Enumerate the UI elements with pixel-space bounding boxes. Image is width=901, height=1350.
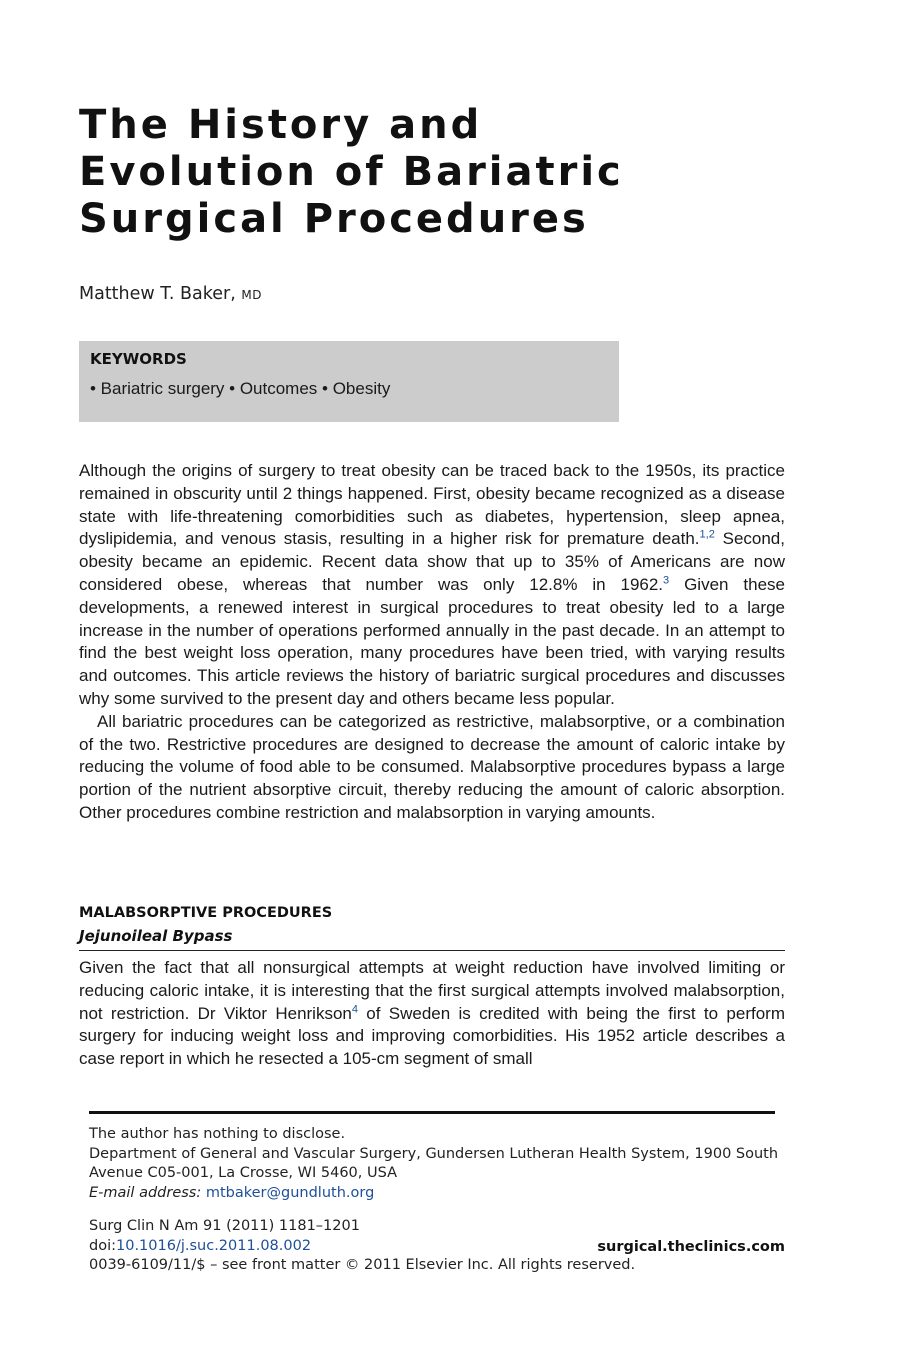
section-rule [79,950,785,951]
author-degree: MD [241,288,262,302]
intro-paragraph-2: All bariatric procedures can be categorized as restrictive, malabsorptive, or a combination of the two. Restrictive procedures are designed to decrease the amount of caloric intake by reducing the volume of food able to be consumed. Malabsorptive procedures bypass a large portion of the nutrient absorptive circuit, thereby reducing the amount of caloric absorption. Other procedures combine restriction and malabsorption in varying amounts. [79,711,785,822]
doi-label: doi: [89,1237,116,1254]
footnote-rule [89,1111,775,1114]
section-text [79,957,785,1071]
reference-link[interactable]: 1,2 [699,528,715,541]
title-line: The History and [79,102,483,148]
intro-text [79,460,785,825]
reference-link[interactable]: 4 [351,1002,358,1015]
journal-website[interactable]: surgical.theclinics.com [597,1239,785,1255]
copyright: 0039-6109/11/$ – see front matter © 2011 Elsevier Inc. All rights reserved. [89,1257,636,1273]
author-line [79,284,262,304]
author-name: Matthew T. Baker, [79,284,236,304]
keywords-box [79,341,619,422]
article-title [79,102,719,243]
doi-link[interactable]: 10.1016/j.suc.2011.08.002 [116,1237,312,1254]
text-run: Given these developments, a renewed interest in surgical procedures to treat obesity led to a large increase in the number of operations performed annually in the past decade. In an attempt to find the best weight loss operation, many procedures have been tried, with varying results and outcomes. This article reviews the history of bariatric surgical procedures and discusses why some survived to the present day and others became less popular. [79,574,785,708]
footnotes [89,1125,789,1203]
text-run: Although the origins of surgery to treat obesity can be traced back to the 1950s, its practice remained in obscurity until 2 things happened. First, obesity became recognized as a disease state with life-threatening comorbidities such as diabetes, hypertension, sleep apnea, dyslipidemia, and venous stasis, resulting in a higher risk for premature death. [79,461,785,549]
keywords-list: • Bariatric surgery • Outcomes • Obesity [90,379,391,398]
email-line [89,1184,789,1204]
text-run: Given the fact that all nonsurgical attempts at weight reduction have involved limiting or reducing caloric intake, it is interesting that the first surgical attempts involved malabsorption, not restriction. Dr Viktor Henrikson [79,958,785,1023]
title-line: Evolution of Bariatric [79,149,624,195]
section-paragraph-1 [79,957,785,1071]
text-run: Second, obesity became an epidemic. Recent data show that up to 35% of Americans are now considered obese, whereas that number was only 12.8% in 1962. [79,529,785,594]
section-subheading: Jejunoileal Bypass [79,927,233,945]
reference-link[interactable]: 3 [663,574,670,587]
title-line: Surgical Procedures [79,196,589,242]
email-link[interactable]: mtbaker@gundluth.org [205,1184,375,1201]
intro-paragraph-1 [79,460,785,711]
text-run: of Sweden is credited with being the first to perform surgery for inducing weight loss and improving comorbidities. His 1952 article describes a case report in which he resected a 105-cm segment of small [79,1003,785,1069]
section-heading: MALABSORPTIVE PROCEDURES [79,905,333,921]
email-label: E-mail address: [89,1184,202,1201]
disclosure: The author has nothing to disclose. [89,1126,346,1142]
keywords-heading: KEYWORDS [90,350,187,368]
affiliation: Department of General and Vascular Surgery, Gundersen Lutheran Health System, 1900 South Avenue C05-001, La Crosse, WI 5460, USA [89,1145,779,1181]
journal-citation: Surg Clin N Am 91 (2011) 1181–1201 [89,1218,360,1234]
